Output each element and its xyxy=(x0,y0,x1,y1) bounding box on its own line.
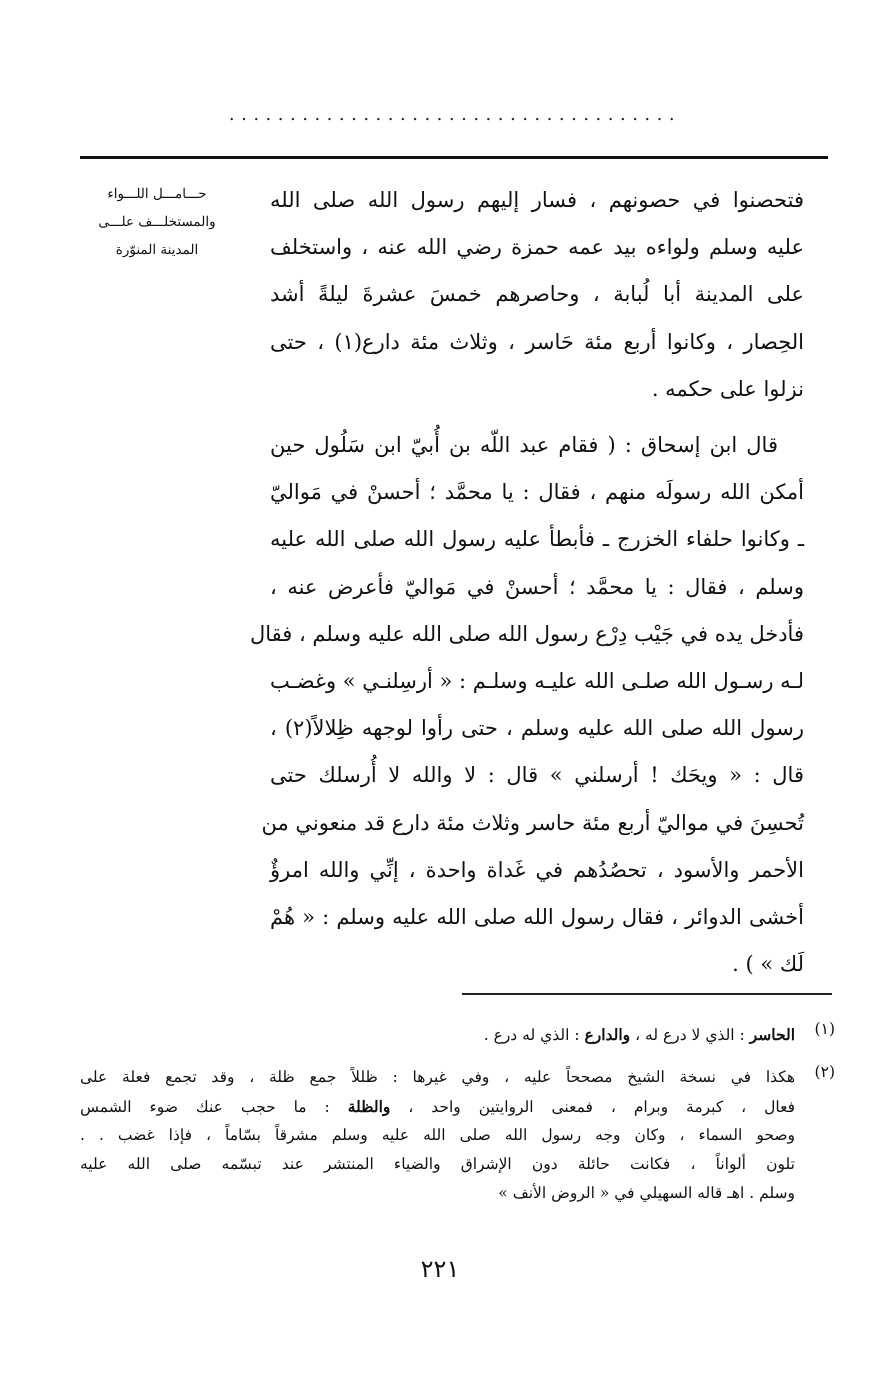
text-line: عليه وسلم ولواءه بيد عمه حمزة رضي الله عنه ، واستخلف xyxy=(270,235,804,260)
footnote-line: هكذا في نسخة الشيخ مصححاً عليه ، وفي غيرها : ظللاً جمع ظلة ، وقد تجمع فعلة على xyxy=(80,1068,795,1086)
footnote-number: (١) xyxy=(814,1020,835,1038)
margin-note xyxy=(78,180,236,264)
text-line: تُحسِنَ في مواليّ أربع مئة حاسر وثلاث مئة دارع قد منعوني من xyxy=(261,810,804,835)
footnote-line: تلون ألواناً ، فكانت حائلة دون الإشراق والضياء المنتشر عند تبسّمه صلى الله عليه xyxy=(80,1155,795,1173)
paragraph-1 xyxy=(270,177,804,413)
footnote-term: والدارع xyxy=(584,1025,631,1044)
footnote-text: فعال ، كبرمة وبرام ، فمعنى الروايتين واحد ، xyxy=(390,1098,795,1116)
margin-note-line: والمستخلـــف علـــى xyxy=(98,214,216,230)
text-line: ـ وكانوا حلفاء الخزرج ـ فأبطأ عليه رسول الله صلى الله عليه xyxy=(270,527,804,552)
text-line: أمكن الله رسولَه منهم ، فقال : يا محمَّد ؛ أحسنْ في مَواليّ xyxy=(270,480,804,505)
text-line: لـه رسـول الله صلـى الله عليـه وسلـم : « أرسِلنـي » وغضـب xyxy=(269,668,804,693)
footnote-separator xyxy=(462,993,832,995)
footnote-line: وسلم . اهـ قاله السهيلي في « الروض الأنف » xyxy=(498,1184,795,1202)
footnote-2 xyxy=(80,1063,835,1208)
footnote-text: : الذي لا درع له ، xyxy=(630,1026,750,1044)
text-line: رسول الله صلى الله عليه وسلم ، حتى رأوا لوجهه ظِلالاً(٢) ، xyxy=(270,716,804,741)
text-line: فتحصنوا في حصونهم ، فسار إليهم رسول الله صلى الله xyxy=(270,188,804,212)
header-rule xyxy=(80,156,828,159)
footnote-term: والظلة xyxy=(347,1097,391,1116)
footnote-text: : ما حجب عنك ضوء الشمس xyxy=(80,1098,348,1116)
text-line: على المدينة أبا لُبابة ، وحاصرهم خمسَ عشرةَ ليلةً أشد xyxy=(270,282,804,307)
margin-note-line: حـــامـــل اللـــواء xyxy=(107,186,207,202)
footnote-text: : الذي له درع . xyxy=(483,1026,585,1044)
text-line: الأحمر والأسود ، تحصُدُهم في غَداة واحدة ، إنِّي والله امرؤٌ xyxy=(270,857,804,882)
text-line: الحِصار ، وكانوا أربع مئة حَاسر ، وثلاث مئة دارع(١) ، حتى xyxy=(270,329,804,354)
page-number: ٢٢١ xyxy=(420,1255,460,1283)
header-dotted-line: ..................................... xyxy=(228,104,682,125)
text-line: وسلم ، فقال : يا محمَّد ؛ أحسنْ في مَواليّ فأعرض عنه ، xyxy=(270,574,804,599)
footnote-line xyxy=(80,1092,835,1121)
text-line: قال : « ويحَك ! أرسلني » قال : لا والله لا أُرسلك حتى xyxy=(270,763,804,788)
text-line: لَك » ) . xyxy=(732,952,804,977)
footnote-number: (٢) xyxy=(814,1063,835,1081)
text-line: فأدخل يده في جَيْب دِرْع رسول الله صلى الله عليه وسلم ، فقال xyxy=(249,621,804,646)
text-line: نزلوا على حكمه . xyxy=(651,376,804,401)
footnote-term: الحاسر xyxy=(749,1025,795,1044)
footnote-line: وصحو السماء ، وكان وجه رسول الله صلى الله عليه وسلم مشرقاً بسّاماً ، فإذا غضب . . xyxy=(80,1126,795,1144)
margin-note-line: المدينة المنوّرة xyxy=(115,242,199,258)
text-line: أخشى الدوائر ، فقال رسول الله صلى الله عليه وسلم : « هُمْ xyxy=(270,904,804,929)
text-line: قال ابن إسحاق : ( فقام عبد اللّه بن أُبيّ ابن سَلُول حين xyxy=(270,433,778,457)
paragraph-2 xyxy=(249,422,804,988)
footnote-1 xyxy=(80,1020,835,1049)
